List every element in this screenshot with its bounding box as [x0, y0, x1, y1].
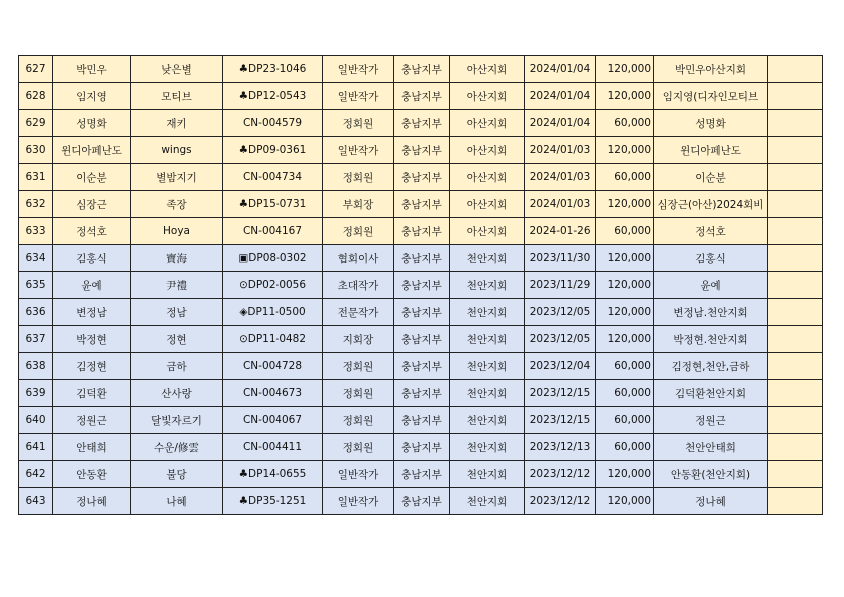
cell-alias: 족장 — [131, 191, 223, 218]
cell-alias: 모티브 — [131, 83, 223, 110]
cell-depositor: 심장근(아산)2024회비 — [654, 191, 768, 218]
table-row — [19, 272, 823, 299]
cell-number: 639 — [19, 380, 53, 407]
cell-number: 643 — [19, 488, 53, 515]
cell-number: 630 — [19, 137, 53, 164]
cell-note — [768, 380, 823, 407]
cell-depositor: 윈디아페난도 — [654, 137, 768, 164]
cell-date: 2023/12/04 — [525, 353, 596, 380]
cell-chapter: 천안지회 — [450, 272, 525, 299]
cell-member-code: ♣DP09-0361 — [223, 137, 323, 164]
cell-name: 안태희 — [53, 434, 131, 461]
cell-branch: 충남지부 — [394, 461, 450, 488]
cell-depositor: 정나혜 — [654, 488, 768, 515]
cell-chapter: 아산지회 — [450, 137, 525, 164]
cell-name: 성명화 — [53, 110, 131, 137]
cell-branch: 충남지부 — [394, 380, 450, 407]
cell-branch: 충남지부 — [394, 191, 450, 218]
cell-amount: 120,000 — [596, 461, 654, 488]
cell-date: 2024/01/04 — [525, 83, 596, 110]
cell-amount: 60,000 — [596, 164, 654, 191]
cell-chapter: 천안지회 — [450, 245, 525, 272]
cell-date: 2023/12/12 — [525, 461, 596, 488]
cell-branch: 충남지부 — [394, 299, 450, 326]
cell-chapter: 아산지회 — [450, 164, 525, 191]
cell-alias: 尹禮 — [131, 272, 223, 299]
cell-alias: 산사랑 — [131, 380, 223, 407]
table-row — [19, 218, 823, 245]
cell-rank: 정회원 — [323, 434, 394, 461]
cell-chapter: 아산지회 — [450, 110, 525, 137]
cell-date: 2024/01/03 — [525, 137, 596, 164]
cell-number: 641 — [19, 434, 53, 461]
table-row — [19, 56, 823, 83]
cell-member-code: CN-004411 — [223, 434, 323, 461]
table-row — [19, 353, 823, 380]
cell-member-code: ♣DP12-0543 — [223, 83, 323, 110]
table-row — [19, 83, 823, 110]
cell-chapter: 아산지회 — [450, 218, 525, 245]
cell-note — [768, 488, 823, 515]
table-row — [19, 164, 823, 191]
cell-note — [768, 164, 823, 191]
cell-member-code: ⊙DP11-0482 — [223, 326, 323, 353]
cell-member-code: ◈DP11-0500 — [223, 299, 323, 326]
cell-alias: 재키 — [131, 110, 223, 137]
cell-note — [768, 191, 823, 218]
cell-chapter: 아산지회 — [450, 83, 525, 110]
cell-note — [768, 407, 823, 434]
cell-chapter: 천안지회 — [450, 380, 525, 407]
cell-alias: 불당 — [131, 461, 223, 488]
cell-name: 변정남 — [53, 299, 131, 326]
member-fee-table — [18, 55, 823, 515]
cell-depositor: 정석호 — [654, 218, 768, 245]
cell-note — [768, 83, 823, 110]
cell-note — [768, 272, 823, 299]
cell-number: 636 — [19, 299, 53, 326]
cell-chapter: 천안지회 — [450, 326, 525, 353]
cell-member-code: CN-004067 — [223, 407, 323, 434]
cell-branch: 충남지부 — [394, 434, 450, 461]
cell-depositor: 변정남.천안지회 — [654, 299, 768, 326]
cell-name: 윤예 — [53, 272, 131, 299]
cell-member-code: ♣DP14-0655 — [223, 461, 323, 488]
cell-branch: 충남지부 — [394, 407, 450, 434]
cell-note — [768, 326, 823, 353]
cell-amount: 60,000 — [596, 353, 654, 380]
cell-branch: 충남지부 — [394, 218, 450, 245]
cell-number: 632 — [19, 191, 53, 218]
cell-branch: 충남지부 — [394, 164, 450, 191]
cell-amount: 120,000 — [596, 299, 654, 326]
table-row — [19, 407, 823, 434]
table-row — [19, 110, 823, 137]
cell-date: 2024/01/04 — [525, 110, 596, 137]
cell-rank: 일반작가 — [323, 137, 394, 164]
cell-rank: 정회원 — [323, 353, 394, 380]
cell-member-code: ▣DP08-0302 — [223, 245, 323, 272]
cell-name: 이순분 — [53, 164, 131, 191]
cell-number: 627 — [19, 56, 53, 83]
cell-date: 2023/12/05 — [525, 299, 596, 326]
cell-amount: 60,000 — [596, 110, 654, 137]
cell-member-code: ⊙DP02-0056 — [223, 272, 323, 299]
cell-depositor: 김홍식 — [654, 245, 768, 272]
cell-depositor: 안동환(천안지회) — [654, 461, 768, 488]
cell-rank: 일반작가 — [323, 56, 394, 83]
cell-chapter: 아산지회 — [450, 56, 525, 83]
cell-name: 윈디아페난도 — [53, 137, 131, 164]
cell-amount: 120,000 — [596, 326, 654, 353]
cell-rank: 정회원 — [323, 380, 394, 407]
cell-member-code: CN-004734 — [223, 164, 323, 191]
cell-rank: 정회원 — [323, 407, 394, 434]
cell-depositor: 윤예 — [654, 272, 768, 299]
table-row — [19, 434, 823, 461]
cell-depositor: 이순분 — [654, 164, 768, 191]
cell-depositor: 박정현.천안지회 — [654, 326, 768, 353]
cell-note — [768, 434, 823, 461]
cell-depositor: 천안안태희 — [654, 434, 768, 461]
cell-depositor: 임지영(디자인모티브 — [654, 83, 768, 110]
cell-amount: 120,000 — [596, 245, 654, 272]
cell-note — [768, 299, 823, 326]
cell-rank: 지회장 — [323, 326, 394, 353]
cell-chapter: 천안지회 — [450, 488, 525, 515]
table-row — [19, 461, 823, 488]
cell-chapter: 아산지회 — [450, 191, 525, 218]
cell-member-code: ♣DP23-1046 — [223, 56, 323, 83]
cell-chapter: 천안지회 — [450, 299, 525, 326]
cell-name: 정나혜 — [53, 488, 131, 515]
cell-member-code: ♣DP35-1251 — [223, 488, 323, 515]
cell-note — [768, 245, 823, 272]
cell-date: 2023/12/05 — [525, 326, 596, 353]
cell-name: 심장근 — [53, 191, 131, 218]
cell-alias: 달빛자르기 — [131, 407, 223, 434]
table-row — [19, 326, 823, 353]
cell-date: 2023/11/29 — [525, 272, 596, 299]
cell-date: 2024-01-26 — [525, 218, 596, 245]
cell-alias: 寶海 — [131, 245, 223, 272]
cell-number: 631 — [19, 164, 53, 191]
cell-number: 640 — [19, 407, 53, 434]
cell-alias: 정남 — [131, 299, 223, 326]
cell-chapter: 천안지회 — [450, 353, 525, 380]
cell-note — [768, 137, 823, 164]
cell-branch: 충남지부 — [394, 83, 450, 110]
cell-rank: 정회원 — [323, 218, 394, 245]
cell-name: 박정현 — [53, 326, 131, 353]
table-row — [19, 191, 823, 218]
cell-date: 2024/01/04 — [525, 56, 596, 83]
cell-amount: 120,000 — [596, 56, 654, 83]
cell-branch: 충남지부 — [394, 137, 450, 164]
cell-rank: 전문작가 — [323, 299, 394, 326]
table-row — [19, 299, 823, 326]
cell-note — [768, 110, 823, 137]
cell-member-code: CN-004728 — [223, 353, 323, 380]
cell-chapter: 천안지회 — [450, 434, 525, 461]
cell-number: 638 — [19, 353, 53, 380]
cell-rank: 정회원 — [323, 164, 394, 191]
cell-chapter: 천안지회 — [450, 407, 525, 434]
cell-branch: 충남지부 — [394, 353, 450, 380]
cell-name: 김덕환 — [53, 380, 131, 407]
cell-name: 정원근 — [53, 407, 131, 434]
cell-depositor: 김덕환천안지회 — [654, 380, 768, 407]
cell-name: 김정현 — [53, 353, 131, 380]
cell-number: 642 — [19, 461, 53, 488]
cell-number: 633 — [19, 218, 53, 245]
cell-note — [768, 461, 823, 488]
cell-date: 2023/11/30 — [525, 245, 596, 272]
cell-number: 628 — [19, 83, 53, 110]
cell-chapter: 천안지회 — [450, 461, 525, 488]
cell-number: 629 — [19, 110, 53, 137]
cell-date: 2023/12/15 — [525, 407, 596, 434]
cell-amount: 120,000 — [596, 272, 654, 299]
table-row — [19, 137, 823, 164]
cell-number: 634 — [19, 245, 53, 272]
cell-name: 임지영 — [53, 83, 131, 110]
cell-name: 김홍식 — [53, 245, 131, 272]
cell-alias: 별밤지기 — [131, 164, 223, 191]
cell-member-code: CN-004673 — [223, 380, 323, 407]
cell-amount: 120,000 — [596, 137, 654, 164]
cell-number: 635 — [19, 272, 53, 299]
table-row — [19, 488, 823, 515]
cell-depositor: 박민우아산지회 — [654, 56, 768, 83]
cell-date: 2024/01/03 — [525, 191, 596, 218]
cell-rank: 정회원 — [323, 110, 394, 137]
cell-branch: 충남지부 — [394, 272, 450, 299]
cell-branch: 충남지부 — [394, 326, 450, 353]
cell-note — [768, 353, 823, 380]
cell-note — [768, 218, 823, 245]
table-row — [19, 380, 823, 407]
cell-amount: 120,000 — [596, 83, 654, 110]
cell-alias: 수운/修雲 — [131, 434, 223, 461]
cell-rank: 일반작가 — [323, 83, 394, 110]
cell-name: 안동환 — [53, 461, 131, 488]
cell-date: 2023/12/13 — [525, 434, 596, 461]
cell-member-code: CN-004579 — [223, 110, 323, 137]
table-row — [19, 245, 823, 272]
cell-alias: wings — [131, 137, 223, 164]
cell-branch: 충남지부 — [394, 488, 450, 515]
cell-member-code: ♣DP15-0731 — [223, 191, 323, 218]
cell-rank: 초대작가 — [323, 272, 394, 299]
cell-amount: 120,000 — [596, 488, 654, 515]
cell-rank: 부회장 — [323, 191, 394, 218]
cell-amount: 60,000 — [596, 380, 654, 407]
cell-branch: 충남지부 — [394, 56, 450, 83]
cell-alias: 금하 — [131, 353, 223, 380]
cell-depositor: 성명화 — [654, 110, 768, 137]
cell-branch: 충남지부 — [394, 110, 450, 137]
cell-amount: 60,000 — [596, 407, 654, 434]
cell-alias: Hoya — [131, 218, 223, 245]
cell-note — [768, 56, 823, 83]
cell-name: 박민우 — [53, 56, 131, 83]
cell-rank: 일반작가 — [323, 488, 394, 515]
cell-alias: 나혜 — [131, 488, 223, 515]
cell-depositor: 정원근 — [654, 407, 768, 434]
cell-alias: 낮은별 — [131, 56, 223, 83]
cell-amount: 60,000 — [596, 218, 654, 245]
cell-rank: 협회이사 — [323, 245, 394, 272]
cell-amount: 120,000 — [596, 191, 654, 218]
cell-rank: 일반작가 — [323, 461, 394, 488]
cell-name: 정석호 — [53, 218, 131, 245]
cell-alias: 정현 — [131, 326, 223, 353]
cell-number: 637 — [19, 326, 53, 353]
cell-date: 2023/12/12 — [525, 488, 596, 515]
cell-branch: 충남지부 — [394, 245, 450, 272]
cell-depositor: 김정현,천안,금하 — [654, 353, 768, 380]
cell-amount: 60,000 — [596, 434, 654, 461]
cell-date: 2023/12/15 — [525, 380, 596, 407]
cell-date: 2024/01/03 — [525, 164, 596, 191]
cell-member-code: CN-004167 — [223, 218, 323, 245]
